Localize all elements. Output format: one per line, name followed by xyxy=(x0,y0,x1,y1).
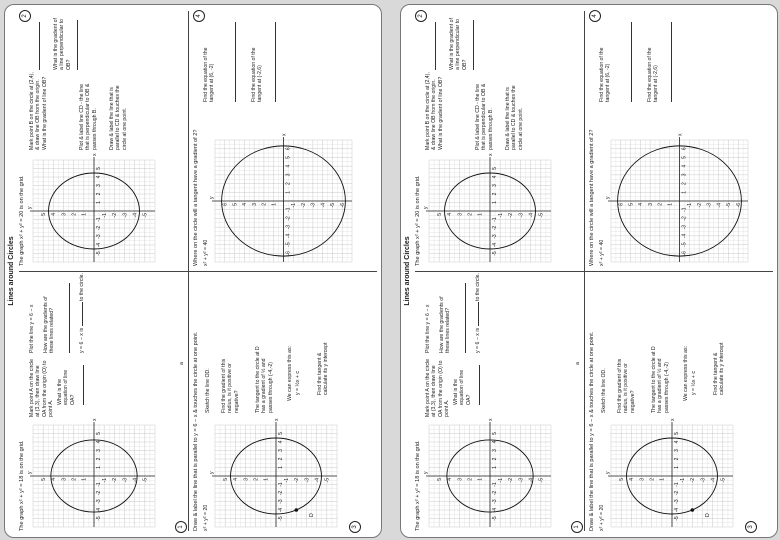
y-tick-label: 4 xyxy=(233,478,240,481)
coordinate-grid xyxy=(209,418,341,531)
y-tick-label: -3 xyxy=(518,478,525,483)
circle-equation: x² + y² = 20 xyxy=(415,210,421,239)
y-tick-label: -4 xyxy=(528,213,535,218)
y-tick-label: -1 xyxy=(101,213,108,218)
x-tick-label: 2 xyxy=(278,457,284,461)
instruction-mark-point: Mark point B on the circle at (2,4), & draw line OB from the origin. What is the gradient of line OB? xyxy=(425,72,444,150)
point-d xyxy=(691,508,695,512)
y-tick-label: 4 xyxy=(242,203,249,206)
y-tick-label: 1 xyxy=(667,203,674,206)
y-axis-label: y xyxy=(423,471,429,474)
y-tick-label: 2 xyxy=(467,213,474,216)
instruction-mark-point: Mark point A on the circle at (3,3), then draw line OA from the origin (O) to point A. xyxy=(425,359,451,417)
y-tick-label: -3 xyxy=(304,478,311,483)
question-number: 2 xyxy=(415,10,427,22)
x-tick-label: 4 xyxy=(674,440,680,444)
x-tick-label: 2 xyxy=(674,457,680,461)
y-tick-label: -1 xyxy=(291,203,298,208)
header-prefix: The graph xyxy=(415,505,421,531)
y-tick-label: -2 xyxy=(294,478,301,483)
y-axis-label: y xyxy=(605,196,611,199)
y-tick-label: -5 xyxy=(720,478,727,483)
y-tick-label: 5 xyxy=(436,478,443,481)
x-tick-label: 3 xyxy=(96,449,102,452)
y-tick-label: 1 xyxy=(477,213,484,216)
answer-line xyxy=(39,22,40,70)
instruction-sketch-od: Sketch the line OD. xyxy=(205,368,211,413)
y-tick-label: -1 xyxy=(101,478,108,483)
header-prefix: The graph xyxy=(415,240,421,266)
y-tick-label: -1 xyxy=(687,203,694,208)
x-tick-label: 1 xyxy=(96,466,102,469)
x-tick-label: 1 xyxy=(278,466,284,469)
x-tick-label: -4 xyxy=(278,507,284,513)
statement-tangent xyxy=(79,273,85,353)
y-tick-label: -6 xyxy=(340,203,347,208)
question-header: Where on the circle will a tangent have a gradient of 2? xyxy=(589,129,595,266)
y-tick-label: -3 xyxy=(706,203,713,208)
coordinate-grid xyxy=(27,153,159,266)
y-tick-label: -4 xyxy=(132,478,139,483)
y-axis-label: y xyxy=(605,471,611,474)
x-tick-label: 3 xyxy=(492,449,498,452)
y-tick-label: -2 xyxy=(508,478,515,483)
x-tick-label: -4 xyxy=(285,233,292,239)
x-tick-label: 1 xyxy=(674,466,680,469)
circle-equation: x² + y² = 40 xyxy=(203,239,209,266)
statement-start: y = 6 − x is xyxy=(475,327,481,353)
circle-equation: x² + y² = 20 xyxy=(203,504,209,531)
question-3 xyxy=(191,272,361,535)
y-tick-label: 2 xyxy=(467,478,474,481)
x-tick-label: -3 xyxy=(96,499,102,504)
statement-end: to the circle. xyxy=(475,273,481,301)
coordinate-grid xyxy=(27,418,159,531)
answer-line xyxy=(465,283,466,353)
worksheet-copy-left xyxy=(4,4,382,538)
y-tick-label: -4 xyxy=(528,478,535,483)
y-tick-label: -6 xyxy=(736,203,743,208)
worksheet-copy-right xyxy=(400,4,778,538)
x-tick-label: -2 xyxy=(278,490,284,496)
y-axis-label: y xyxy=(209,196,215,199)
x-tick-label: -4 xyxy=(492,507,498,513)
x-tick-label: -1 xyxy=(96,217,102,222)
y-tick-label: 2 xyxy=(71,478,78,481)
question-header xyxy=(415,175,422,266)
x-tick-label: 3 xyxy=(492,184,498,187)
header-prefix: The graph xyxy=(19,505,25,531)
y-tick-label: -4 xyxy=(320,203,327,208)
question-1 xyxy=(413,272,583,535)
y-tick-label: -5 xyxy=(330,203,337,208)
y-tick-label: 5 xyxy=(40,478,47,481)
y-tick-label: 5 xyxy=(232,203,239,206)
x-tick-label: -1 xyxy=(285,207,292,212)
x-axis-label: x xyxy=(488,153,494,156)
y-tick-label: -4 xyxy=(314,478,321,483)
question-number: 1 xyxy=(175,521,187,533)
x-tick-label: 3 xyxy=(285,173,292,177)
coordinate-grid xyxy=(423,153,555,266)
point-d-label: D xyxy=(705,513,711,517)
x-tick-label: -5 xyxy=(681,242,688,247)
x-tick-label: 3 xyxy=(674,449,680,452)
answer-line xyxy=(479,365,480,405)
statement-start: y = 6 − x is xyxy=(79,327,85,353)
header-suffix: is on the grid. xyxy=(19,175,25,210)
answer-line xyxy=(83,365,84,405)
y-tick-label: 2 xyxy=(261,203,268,206)
x-tick-label: 2 xyxy=(96,457,102,461)
y-tick-label: -3 xyxy=(700,478,707,483)
header-suffix: is on the grid. xyxy=(415,440,421,475)
question-perpendicular: What is the gradient of a line perpendicular to OB? xyxy=(449,18,468,70)
question-number: 4 xyxy=(589,10,601,22)
x-tick-label: -3 xyxy=(96,234,102,239)
x-tick-label: -2 xyxy=(674,490,680,496)
y-tick-label: -3 xyxy=(518,213,525,218)
y-tick-label: -1 xyxy=(679,478,686,483)
x-tick-label: 1 xyxy=(492,201,498,204)
instruction-plot-line: Plot the line y = 6 − x xyxy=(29,304,35,353)
y-tick-label: -4 xyxy=(132,213,139,218)
y-tick-label: 3 xyxy=(251,203,258,206)
worksheet-page xyxy=(401,5,777,537)
y-tick-label: 1 xyxy=(477,478,484,481)
question-number: 3 xyxy=(349,521,361,533)
y-axis-label: y xyxy=(27,206,33,209)
y-tick-label: 3 xyxy=(243,478,250,481)
y-tick-label: -1 xyxy=(497,213,504,218)
x-tick-label: -5 xyxy=(278,516,284,521)
question-number: 2 xyxy=(19,10,31,22)
x-tick-label: -6 xyxy=(681,251,688,256)
tangent-expression: y = ½x + c xyxy=(691,371,697,395)
x-tick-label: -2 xyxy=(285,216,292,221)
instruction-find-tangent: Find the tangent & calculate its y intercept xyxy=(317,342,330,395)
y-axis-label: y xyxy=(423,206,429,209)
answer-line xyxy=(473,20,474,70)
y-tick-label: 2 xyxy=(253,478,260,481)
margin-label: a xyxy=(575,362,581,365)
statement-end: to the circle. xyxy=(79,273,85,301)
x-tick-label: 1 xyxy=(96,201,102,204)
instruction-parallel-tangent: Draw & label the line that is parallel to CD & touches the circle at one point. xyxy=(505,85,524,150)
question-gradients: How are the gradients of these lines related? xyxy=(439,296,452,353)
y-tick-label: 2 xyxy=(657,203,664,206)
question-header xyxy=(415,440,422,531)
x-tick-label: 2 xyxy=(96,192,102,196)
x-tick-label: 3 xyxy=(681,173,688,177)
y-tick-label: -5 xyxy=(142,478,149,483)
x-tick-label: -1 xyxy=(681,207,688,212)
x-tick-label: 5 xyxy=(96,167,102,170)
question-4 xyxy=(191,7,361,270)
x-tick-label: -5 xyxy=(492,516,498,521)
x-tick-label: -2 xyxy=(492,490,498,496)
x-tick-label: -2 xyxy=(96,490,102,496)
x-tick-label: 5 xyxy=(285,156,292,159)
header-suffix: is on the grid. xyxy=(415,175,421,210)
question-gradients: How are the gradients of these lines related? xyxy=(43,296,56,353)
question-2 xyxy=(413,7,583,270)
y-tick-label: 1 xyxy=(271,203,278,206)
y-tick-label: 5 xyxy=(618,478,625,481)
y-tick-label: -5 xyxy=(726,203,733,208)
y-tick-label: -2 xyxy=(508,213,515,218)
x-tick-label: 4 xyxy=(681,164,688,168)
x-tick-label: 4 xyxy=(278,440,284,444)
x-tick-label: -3 xyxy=(285,224,292,230)
y-tick-label: -5 xyxy=(538,478,545,483)
answer-line xyxy=(631,22,632,102)
x-tick-label: 5 xyxy=(96,432,102,435)
question-tangent-6-2: Find the equation of the tangent at (6, -2) xyxy=(203,47,216,102)
question-gradient-radius: Find the gradient of this radius, is it positive or negative? xyxy=(617,358,636,413)
answer-line xyxy=(77,20,78,70)
x-tick-label: 2 xyxy=(492,192,498,196)
y-tick-label: 3 xyxy=(639,478,646,481)
x-tick-label: 3 xyxy=(96,184,102,187)
question-3 xyxy=(587,272,757,535)
circle-equation: x² + y² = 40 xyxy=(599,239,605,266)
y-axis-label: y xyxy=(209,471,215,474)
circle-equation: x² + y² = 20 xyxy=(599,504,605,531)
x-axis-label: x xyxy=(281,133,288,136)
coordinate-grid xyxy=(605,133,752,266)
x-tick-label: 4 xyxy=(492,440,498,444)
x-axis-label: x xyxy=(92,418,98,421)
x-axis-label: x xyxy=(274,418,280,421)
y-tick-label: 2 xyxy=(649,478,656,481)
y-tick-label: -5 xyxy=(324,478,331,483)
y-tick-label: 3 xyxy=(61,213,68,216)
y-tick-label: 3 xyxy=(647,203,654,206)
statement-tangent-d: The tangent to the circle at D has a gradient of ½ and passes through (-4,-2) xyxy=(255,346,274,413)
x-axis-label: x xyxy=(677,133,684,136)
x-tick-label: -3 xyxy=(278,499,284,504)
y-tick-label: 5 xyxy=(40,213,47,216)
instruction-parallel-tangent: Draw & label the line that is parallel to CD & touches the circle at one point. xyxy=(109,85,128,150)
worksheet-title: Lines around Circles xyxy=(404,236,411,306)
x-tick-label: 2 xyxy=(492,457,498,461)
y-tick-label: 1 xyxy=(659,478,666,481)
x-tick-label: -1 xyxy=(492,482,498,487)
x-axis-label: x xyxy=(670,418,676,421)
answer-line xyxy=(69,283,70,353)
x-tick-label: -5 xyxy=(96,251,102,256)
x-tick-label: -1 xyxy=(492,217,498,222)
question-tangent-6-2: Find the equation of the tangent at (6, -2) xyxy=(599,47,612,102)
x-tick-label: -2 xyxy=(681,216,688,221)
x-tick-label: -5 xyxy=(285,242,292,247)
statement-express: We can express this as: xyxy=(683,346,689,401)
y-tick-label: 1 xyxy=(263,478,270,481)
y-tick-label: -5 xyxy=(538,213,545,218)
y-tick-label: 5 xyxy=(436,213,443,216)
x-tick-label: -1 xyxy=(278,482,284,487)
question-header xyxy=(19,440,26,531)
y-tick-label: 4 xyxy=(638,203,645,206)
x-axis-label: x xyxy=(92,153,98,156)
statement-tangent-d: The tangent to the circle at D has a gradient of ½ and passes through (-4,-2) xyxy=(651,346,670,413)
coordinate-grid xyxy=(423,418,555,531)
x-tick-label: 1 xyxy=(492,466,498,469)
y-tick-label: 4 xyxy=(629,478,636,481)
answer-line xyxy=(671,22,672,102)
x-tick-label: 5 xyxy=(681,156,688,159)
margin-label: a xyxy=(179,362,185,365)
x-tick-label: 5 xyxy=(492,432,498,435)
y-axis-label: y xyxy=(27,471,33,474)
question-header: Where on the circle will a tangent have a gradient of 2? xyxy=(193,129,199,266)
x-tick-label: -6 xyxy=(285,251,292,256)
instruction-plot-cd: Plot & label line CD - the line that is perpendicular to OB & passes through B. xyxy=(475,83,494,150)
x-tick-label: -2 xyxy=(96,225,102,231)
y-tick-label: 4 xyxy=(447,213,454,216)
y-tick-label: 2 xyxy=(71,213,78,216)
x-tick-label: 5 xyxy=(674,432,680,435)
x-tick-label: 1 xyxy=(285,190,292,194)
x-tick-label: 4 xyxy=(96,440,102,444)
x-tick-label: -3 xyxy=(674,499,680,504)
answer-line xyxy=(275,22,276,102)
y-tick-label: 3 xyxy=(457,213,464,216)
y-tick-label: 1 xyxy=(81,478,88,481)
instruction-mark-point: Mark point B on the circle at (2,4), & draw line OB from the origin. What is the gradient of line OB? xyxy=(29,72,48,150)
point-d-label: D xyxy=(309,513,315,517)
x-tick-label: 6 xyxy=(681,147,688,151)
y-tick-label: 4 xyxy=(51,478,58,481)
x-tick-label: -4 xyxy=(492,242,498,248)
header-suffix: is on the grid. xyxy=(19,440,25,475)
x-tick-label: -1 xyxy=(674,482,680,487)
y-tick-label: -5 xyxy=(142,213,149,218)
instruction-plot-line: Plot the line y = 6 − x xyxy=(425,304,431,353)
circle-equation: x² + y² = 18 xyxy=(415,475,421,504)
y-tick-label: -2 xyxy=(690,478,697,483)
point-d xyxy=(295,508,299,512)
statement-express: We can express this as: xyxy=(287,346,293,401)
y-tick-label: 3 xyxy=(457,478,464,481)
y-tick-label: -2 xyxy=(112,213,119,218)
coordinate-grid xyxy=(209,133,356,266)
x-tick-label: -5 xyxy=(492,251,498,256)
x-tick-label: -3 xyxy=(492,234,498,239)
y-tick-label: 6 xyxy=(618,203,625,206)
x-tick-label: 2 xyxy=(681,182,688,185)
instruction-mark-point: Mark point A on the circle at (3,3), then draw line OA from the origin (O) to point A. xyxy=(29,359,55,417)
x-tick-label: 5 xyxy=(492,167,498,170)
y-tick-label: -2 xyxy=(112,478,119,483)
y-tick-label: 5 xyxy=(222,478,229,481)
question-header xyxy=(19,175,26,266)
y-tick-label: -3 xyxy=(122,213,129,218)
y-tick-label: -4 xyxy=(710,478,717,483)
header-prefix: The graph xyxy=(19,240,25,266)
y-tick-label: 6 xyxy=(222,203,229,206)
y-tick-label: -3 xyxy=(310,203,317,208)
x-tick-label: -3 xyxy=(681,224,688,230)
question-gradient-radius: Find the gradient of this radius, is it positive or negative? xyxy=(221,358,240,413)
question-header: Draw & label the line that is parallel to y = 6 − x & touches the circle at one point. xyxy=(193,331,199,531)
question-perpendicular: What is the gradient of a line perpendicular to OB? xyxy=(53,18,72,70)
y-tick-label: -1 xyxy=(283,478,290,483)
x-tick-label: -4 xyxy=(674,507,680,513)
y-tick-label: -4 xyxy=(716,203,723,208)
coordinate-grid xyxy=(605,418,737,531)
x-tick-label: 1 xyxy=(681,190,688,194)
x-tick-label: 4 xyxy=(96,175,102,179)
y-tick-label: -1 xyxy=(497,478,504,483)
answer-line xyxy=(435,22,436,70)
x-tick-label: 5 xyxy=(278,432,284,435)
question-tangent-2-6: Find the equation of the tangent at (-2,6) xyxy=(251,47,264,102)
instruction-find-tangent: Find the tangent & calculate its y intercept xyxy=(713,342,726,395)
worksheet-title: Lines around Circles xyxy=(8,236,15,306)
x-tick-label: -3 xyxy=(492,499,498,504)
y-tick-label: 4 xyxy=(447,478,454,481)
x-tick-label: -4 xyxy=(96,242,102,248)
x-tick-label: -4 xyxy=(681,233,688,239)
y-tick-label: 1 xyxy=(81,213,88,216)
x-tick-label: -5 xyxy=(96,516,102,521)
y-tick-label: 5 xyxy=(628,203,635,206)
y-tick-label: -3 xyxy=(122,478,129,483)
worksheet-page xyxy=(5,5,381,537)
question-2 xyxy=(17,7,187,270)
question-1 xyxy=(17,272,187,535)
tangent-expression: y = ½x + c xyxy=(295,371,301,395)
y-tick-label: 3 xyxy=(61,478,68,481)
instruction-plot-cd: Plot & label line CD - the line that is perpendicular to OB & passes through B. xyxy=(79,83,98,150)
question-tangent-2-6: Find the equation of the tangent at (-2,6) xyxy=(647,47,660,102)
y-tick-label: 4 xyxy=(51,213,58,216)
instruction-sketch-od: Sketch the line OD. xyxy=(601,368,607,413)
y-tick-label: -2 xyxy=(696,203,703,208)
y-tick-label: -2 xyxy=(300,203,307,208)
x-tick-label: 4 xyxy=(492,175,498,179)
x-tick-label: -4 xyxy=(96,507,102,513)
question-header: Draw & label the line that is parallel to y = 6 − x & touches the circle at one point. xyxy=(589,331,595,531)
x-axis-label: x xyxy=(488,418,494,421)
x-tick-label: 3 xyxy=(278,449,284,452)
x-tick-label: -5 xyxy=(674,516,680,521)
circle-equation: x² + y² = 20 xyxy=(19,210,25,239)
circle-equation: x² + y² = 18 xyxy=(19,475,25,504)
question-number: 3 xyxy=(745,521,757,533)
answer-line xyxy=(235,22,236,102)
question-4 xyxy=(587,7,757,270)
question-number: 4 xyxy=(193,10,205,22)
x-tick-label: 6 xyxy=(285,147,292,151)
x-tick-label: 4 xyxy=(285,164,292,168)
question-equation-oa: What is the equation of line OA? xyxy=(453,369,472,405)
x-tick-label: 2 xyxy=(285,182,292,185)
statement-tangent xyxy=(475,273,481,353)
x-tick-label: -1 xyxy=(96,482,102,487)
question-number: 1 xyxy=(571,521,583,533)
x-tick-label: -2 xyxy=(492,225,498,231)
question-equation-oa: What is the equation of line OA? xyxy=(57,369,76,405)
